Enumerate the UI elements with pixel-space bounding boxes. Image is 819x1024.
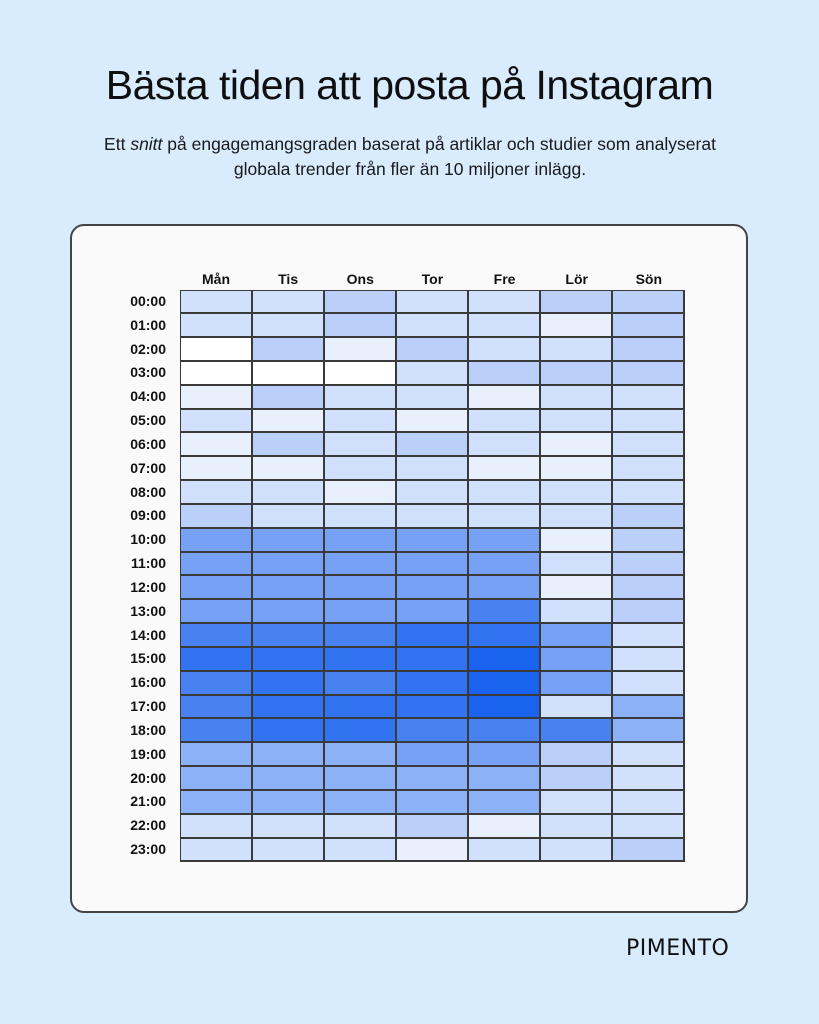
heatmap-cell	[396, 814, 468, 838]
hour-label: 20:00	[130, 769, 166, 786]
heatmap-cell	[324, 480, 396, 504]
hour-label: 16:00	[130, 674, 166, 691]
hour-label: 09:00	[130, 507, 166, 524]
heatmap-cell	[612, 456, 684, 480]
subtitle-emphasis: snitt	[130, 134, 163, 154]
heatmap-cell	[612, 313, 684, 337]
hour-label: 13:00	[130, 602, 166, 619]
heatmap-cell	[468, 766, 540, 790]
heatmap-cell	[612, 838, 684, 862]
heatmap-cell	[540, 838, 612, 862]
heatmap-cell	[540, 814, 612, 838]
heatmap-cell	[180, 766, 252, 790]
heatmap-cell	[180, 361, 252, 385]
heatmap-cell	[468, 480, 540, 504]
heatmap-cell	[396, 313, 468, 337]
heatmap-cell	[252, 838, 324, 862]
heatmap-cell	[612, 742, 684, 766]
heatmap-cell	[396, 766, 468, 790]
heatmap-cell	[396, 552, 468, 576]
heatmap-cell	[396, 838, 468, 862]
heatmap-cell	[468, 647, 540, 671]
heatmap-cell	[468, 742, 540, 766]
heatmap-cell	[324, 695, 396, 719]
heatmap-cell	[540, 742, 612, 766]
heatmap-cell	[396, 290, 468, 314]
heatmap-cell	[180, 623, 252, 647]
heatmap-cell	[612, 409, 684, 433]
heatmap-cell	[540, 528, 612, 552]
heatmap-cell	[324, 290, 396, 314]
hour-label: 05:00	[130, 412, 166, 429]
heatmap-cell	[540, 599, 612, 623]
heatmap-cell	[468, 385, 540, 409]
heatmap-cell	[468, 552, 540, 576]
heatmap-cell	[468, 504, 540, 528]
heatmap-cell	[180, 552, 252, 576]
heatmap-cell	[180, 456, 252, 480]
heatmap-cell	[396, 409, 468, 433]
heatmap-cell	[252, 290, 324, 314]
hour-label: 03:00	[130, 364, 166, 381]
heatmap-cell	[252, 313, 324, 337]
hour-label: 14:00	[130, 626, 166, 643]
heatmap-cell	[468, 313, 540, 337]
hour-label: 12:00	[130, 578, 166, 595]
heatmap-cell	[180, 790, 252, 814]
hour-label: 11:00	[130, 555, 166, 572]
heatmap-cell	[540, 290, 612, 314]
heatmap-cell	[324, 456, 396, 480]
heatmap-cell	[540, 790, 612, 814]
heatmap-cell	[540, 623, 612, 647]
heatmap-cell	[252, 647, 324, 671]
heatmap-cell	[612, 528, 684, 552]
heatmap-cell	[252, 671, 324, 695]
hour-label: 02:00	[130, 340, 166, 357]
heatmap-cell	[468, 599, 540, 623]
heatmap-cell	[396, 480, 468, 504]
heatmap-cell	[324, 504, 396, 528]
heatmap-cell	[540, 385, 612, 409]
heatmap-cell	[468, 838, 540, 862]
heatmap-cell	[396, 647, 468, 671]
heatmap-cell	[252, 718, 324, 742]
heatmap-cell	[540, 695, 612, 719]
heatmap-cell	[324, 409, 396, 433]
heatmap-cell	[540, 432, 612, 456]
heatmap-cell	[324, 814, 396, 838]
heatmap-cell	[252, 504, 324, 528]
day-label: Sön	[635, 271, 663, 287]
hour-label: 06:00	[130, 435, 166, 452]
heatmap-cell	[180, 409, 252, 433]
heatmap-cell	[252, 814, 324, 838]
heatmap-cell	[180, 695, 252, 719]
heatmap-cell	[396, 456, 468, 480]
heatmap-cell	[252, 552, 324, 576]
day-label: Ons	[346, 271, 374, 287]
heatmap-cell	[324, 337, 396, 361]
heatmap-cell	[612, 718, 684, 742]
heatmap-cell	[468, 718, 540, 742]
heatmap-cell	[252, 385, 324, 409]
heatmap-cell	[612, 599, 684, 623]
heatmap-cell	[396, 361, 468, 385]
heatmap-cell	[540, 552, 612, 576]
heatmap-cell	[252, 623, 324, 647]
heatmap-cell	[252, 742, 324, 766]
heatmap-cell	[612, 290, 684, 314]
hour-label: 00:00	[130, 293, 166, 309]
heatmap-cell	[324, 599, 396, 623]
heatmap-cell	[252, 361, 324, 385]
heatmap-cell	[540, 480, 612, 504]
hour-label: 22:00	[130, 817, 166, 834]
page-subtitle	[90, 132, 730, 182]
heatmap-cell	[324, 838, 396, 862]
heatmap-cell	[396, 790, 468, 814]
hour-label: 17:00	[130, 698, 166, 715]
heatmap-cell	[468, 456, 540, 480]
heatmap-cell	[612, 361, 684, 385]
day-label: Fre	[493, 271, 516, 287]
hour-label: 18:00	[130, 721, 166, 738]
hour-label: 01:00	[130, 316, 166, 333]
heatmap-cell	[252, 528, 324, 552]
heatmap-cell	[252, 456, 324, 480]
heatmap-cell	[324, 790, 396, 814]
day-label: Tis	[278, 271, 299, 287]
heatmap-cell	[180, 480, 252, 504]
heatmap-cell	[180, 385, 252, 409]
heatmap-cell	[180, 814, 252, 838]
heatmap-cell	[324, 385, 396, 409]
heatmap-cell	[612, 695, 684, 719]
heatmap-cell	[468, 409, 540, 433]
heatmap-cell	[612, 504, 684, 528]
heatmap-cell	[252, 790, 324, 814]
heatmap-cell	[180, 528, 252, 552]
heatmap-cell	[612, 337, 684, 361]
heatmap-cell	[396, 623, 468, 647]
heatmap-cell	[468, 671, 540, 695]
heatmap-cell	[396, 718, 468, 742]
heatmap-cell	[180, 838, 252, 862]
heatmap-cell	[180, 575, 252, 599]
heatmap-cell	[324, 671, 396, 695]
heatmap-cell	[468, 361, 540, 385]
heatmap-cell	[180, 647, 252, 671]
heatmap-cell	[396, 695, 468, 719]
page-title: Bästa tiden att posta på Instagram	[105, 62, 714, 108]
heatmap-cell	[540, 671, 612, 695]
heatmap-cell	[612, 623, 684, 647]
heatmap-cell	[540, 456, 612, 480]
heatmap-cell	[540, 409, 612, 433]
heatmap-cell	[612, 385, 684, 409]
hour-label: 08:00	[130, 483, 166, 500]
heatmap-cell	[468, 337, 540, 361]
heatmap-cell	[180, 742, 252, 766]
heatmap-cell	[612, 671, 684, 695]
heatmap-cell	[468, 432, 540, 456]
heatmap-cell	[324, 313, 396, 337]
heatmap-cell	[540, 337, 612, 361]
heatmap-cell	[612, 552, 684, 576]
heatmap-cell	[612, 647, 684, 671]
heatmap-cell	[396, 742, 468, 766]
heatmap-cell	[612, 814, 684, 838]
heatmap-cell	[540, 504, 612, 528]
heatmap-cell	[612, 432, 684, 456]
heatmap-cell	[396, 432, 468, 456]
heatmap-cell	[252, 409, 324, 433]
heatmap-cell	[612, 790, 684, 814]
heatmap-cell	[540, 647, 612, 671]
heatmap-cell	[252, 480, 324, 504]
heatmap-cell	[540, 718, 612, 742]
heatmap-cell	[324, 552, 396, 576]
heatmap-cell	[540, 766, 612, 790]
subtitle-after: på engagemangsgraden baserat på artiklar och studier som analyserat globala trender från fler än 10 miljoner inlägg.	[162, 134, 716, 179]
heatmap-cell	[252, 337, 324, 361]
heatmap-cell	[252, 575, 324, 599]
heatmap-cell	[468, 623, 540, 647]
heatmap-grid	[180, 290, 685, 862]
heatmap-cell	[612, 575, 684, 599]
heatmap-cell	[180, 313, 252, 337]
heatmap-cell	[180, 504, 252, 528]
heatmap-cell	[180, 432, 252, 456]
heatmap-cell	[324, 647, 396, 671]
heatmap-cell	[612, 766, 684, 790]
hour-label: 15:00	[130, 650, 166, 667]
heatmap-cell	[540, 361, 612, 385]
heatmap-cell	[468, 290, 540, 314]
heatmap-cell	[180, 718, 252, 742]
day-label: Mån	[202, 271, 230, 287]
heatmap-cell	[468, 790, 540, 814]
day-label: Lör	[565, 271, 588, 287]
hour-label: 23:00	[130, 841, 166, 858]
heatmap-cell	[180, 290, 252, 314]
heatmap-cell	[324, 718, 396, 742]
heatmap-cell	[180, 599, 252, 623]
heatmap-cell	[180, 671, 252, 695]
heatmap-cell	[540, 313, 612, 337]
heatmap-cell	[396, 599, 468, 623]
heatmap-cell	[324, 623, 396, 647]
heatmap-cell	[252, 599, 324, 623]
heatmap-cell	[324, 766, 396, 790]
heatmap-cell	[396, 671, 468, 695]
day-label: Tor	[421, 271, 444, 287]
heatmap-cell	[396, 575, 468, 599]
heatmap-cell	[396, 504, 468, 528]
heatmap-cell	[612, 480, 684, 504]
heatmap-cell	[396, 528, 468, 552]
heatmap-cell	[540, 575, 612, 599]
heatmap-cell	[324, 528, 396, 552]
pimento-logo: PIMENTO	[626, 936, 730, 961]
heatmap-cell	[252, 695, 324, 719]
hour-label: 10:00	[130, 531, 166, 548]
heatmap-cell	[180, 337, 252, 361]
subtitle-before: Ett	[104, 134, 131, 154]
hour-label: 04:00	[130, 388, 166, 405]
heatmap-cell	[468, 695, 540, 719]
heatmap-cell	[396, 385, 468, 409]
hour-label: 19:00	[130, 745, 166, 762]
heatmap-cell	[252, 766, 324, 790]
heatmap-cell	[324, 432, 396, 456]
heatmap-cell	[324, 361, 396, 385]
heatmap-cell	[252, 432, 324, 456]
hour-label: 21:00	[130, 793, 166, 810]
heatmap-cell	[396, 337, 468, 361]
heatmap-cell	[468, 814, 540, 838]
heatmap-cell	[468, 528, 540, 552]
heatmap-cell	[324, 575, 396, 599]
heatmap-cell	[324, 742, 396, 766]
heatmap-cell	[468, 575, 540, 599]
hour-label: 07:00	[130, 459, 166, 476]
